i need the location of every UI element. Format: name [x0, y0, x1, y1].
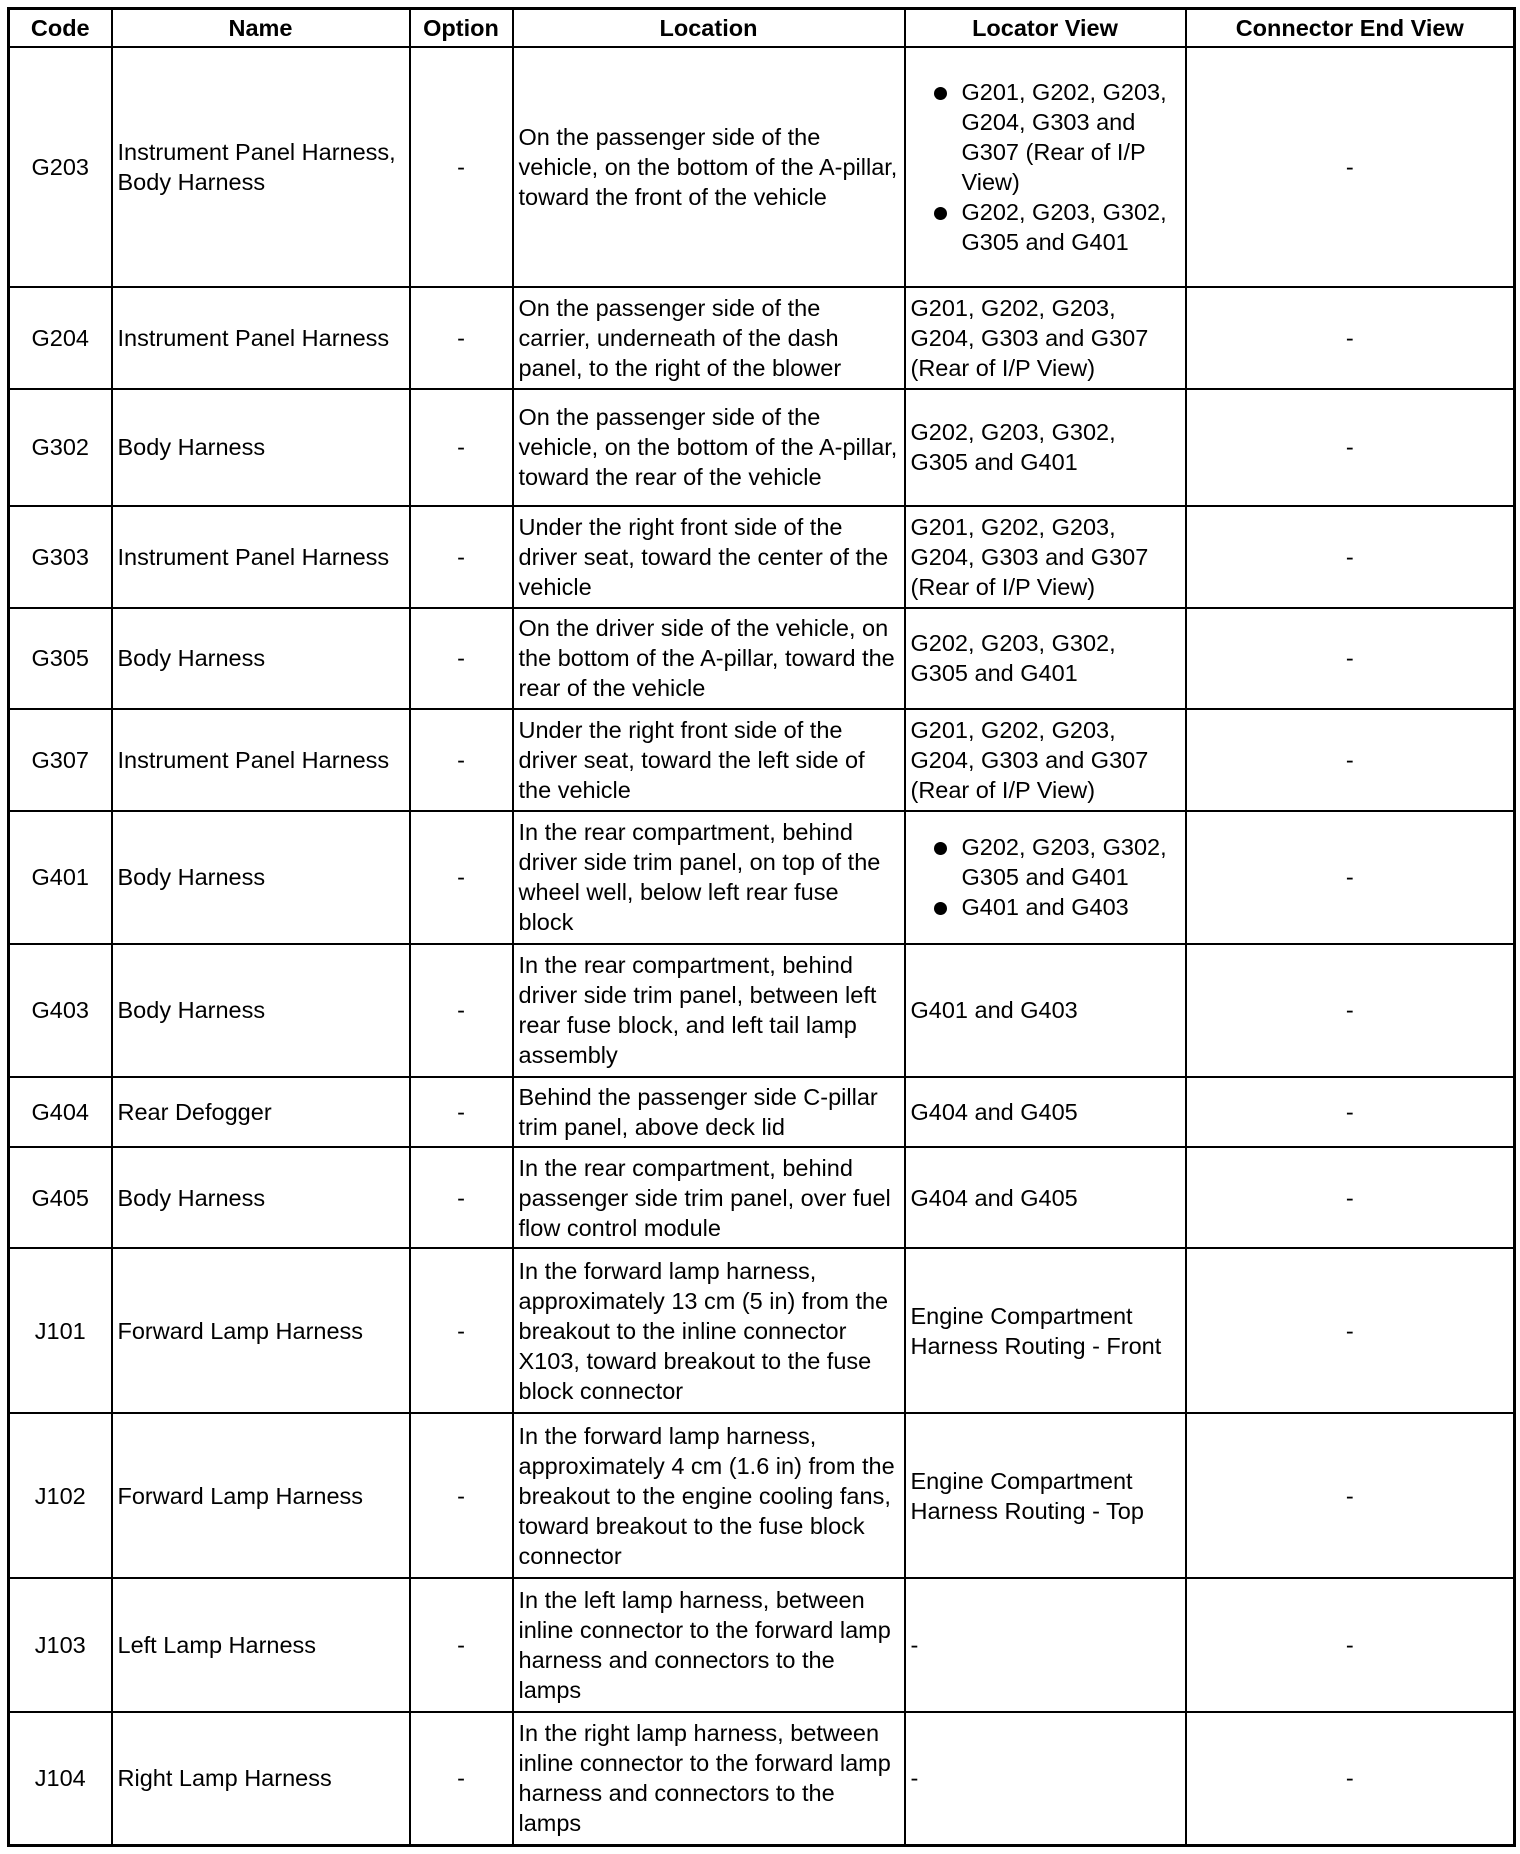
header-name: Name — [112, 9, 410, 48]
table-row — [9, 944, 1515, 1077]
code-cell: G401 — [9, 811, 112, 944]
connector-end-view-cell: - — [1186, 287, 1515, 389]
option-cell: - — [410, 1413, 513, 1578]
component-locator-table — [7, 7, 1516, 1847]
name-cell: Instrument Panel Harness — [112, 506, 410, 608]
name-cell: Forward Lamp Harness — [112, 1248, 410, 1413]
table-row — [9, 1413, 1515, 1578]
connector-end-view-cell: - — [1186, 1578, 1515, 1711]
header-location: Location — [513, 9, 905, 48]
option-cell: - — [410, 1248, 513, 1413]
locator-view-cell: G201, G202, G203, G204, G303 and G307 (Rear of I/P View) — [905, 709, 1186, 811]
locator-view-cell: G404 and G405 — [905, 1147, 1186, 1249]
code-cell: G302 — [9, 389, 112, 506]
name-cell: Rear Defogger — [112, 1077, 410, 1147]
locator-view-cell: G202, G203, G302, G305 and G401 — [905, 608, 1186, 710]
location-cell: In the forward lamp harness, approximately 13 cm (5 in) from the breakout to the inline connector X103, toward breakout to the fuse block connector — [513, 1248, 905, 1413]
table-row — [9, 1248, 1515, 1413]
location-cell: On the driver side of the vehicle, on the bottom of the A-pillar, toward the rear of the vehicle — [513, 608, 905, 710]
option-cell: - — [410, 389, 513, 506]
code-cell: J101 — [9, 1248, 112, 1413]
option-cell: - — [410, 709, 513, 811]
table-row — [9, 47, 1515, 287]
option-cell: - — [410, 1077, 513, 1147]
location-cell: Under the right front side of the driver seat, toward the center of the vehicle — [513, 506, 905, 608]
code-cell: G303 — [9, 506, 112, 608]
location-cell: In the rear compartment, behind passenger side trim panel, over fuel flow control module — [513, 1147, 905, 1249]
option-cell: - — [410, 944, 513, 1077]
code-cell: G404 — [9, 1077, 112, 1147]
name-cell: Right Lamp Harness — [112, 1712, 410, 1846]
locator-view-cell: G201, G202, G203, G204, G303 and G307 (Rear of I/P View) — [905, 287, 1186, 389]
option-cell: - — [410, 1578, 513, 1711]
connector-end-view-cell: - — [1186, 608, 1515, 710]
code-cell: G204 — [9, 287, 112, 389]
connector-end-view-cell: - — [1186, 389, 1515, 506]
location-cell: On the passenger side of the vehicle, on the bottom of the A-pillar, toward the front of the vehicle — [513, 47, 905, 287]
header-locator-view: Locator View — [905, 9, 1186, 48]
locator-view-list — [911, 832, 1180, 922]
header-code: Code — [9, 9, 112, 48]
location-cell: On the passenger side of the carrier, underneath of the dash panel, to the right of the blower — [513, 287, 905, 389]
option-cell: - — [410, 608, 513, 710]
option-cell: - — [410, 506, 513, 608]
name-cell: Body Harness — [112, 389, 410, 506]
name-cell: Body Harness — [112, 811, 410, 944]
locator-view-cell: Engine Compartment Harness Routing - Top — [905, 1413, 1186, 1578]
table-row — [9, 1077, 1515, 1147]
location-cell: In the rear compartment, behind driver side trim panel, on top of the wheel well, below left rear fuse block — [513, 811, 905, 944]
name-cell: Forward Lamp Harness — [112, 1413, 410, 1578]
location-cell: In the right lamp harness, between inline connector to the forward lamp harness and connectors to the lamps — [513, 1712, 905, 1846]
location-cell: In the forward lamp harness, approximately 4 cm (1.6 in) from the breakout to the engine cooling fans, toward breakout to the fuse block connector — [513, 1413, 905, 1578]
connector-end-view-cell: - — [1186, 1147, 1515, 1249]
location-cell: In the rear compartment, behind driver side trim panel, between left rear fuse block, and left tail lamp assembly — [513, 944, 905, 1077]
locator-view-list — [911, 77, 1180, 257]
header-option: Option — [410, 9, 513, 48]
name-cell: Body Harness — [112, 608, 410, 710]
name-cell: Body Harness — [112, 944, 410, 1077]
code-cell: G405 — [9, 1147, 112, 1249]
code-cell: G203 — [9, 47, 112, 287]
locator-view-list-item: G202, G203, G302, G305 and G401 — [911, 197, 1180, 257]
connector-end-view-cell: - — [1186, 506, 1515, 608]
connector-end-view-cell: - — [1186, 944, 1515, 1077]
locator-view-cell: - — [905, 1712, 1186, 1846]
connector-end-view-cell: - — [1186, 811, 1515, 944]
table-row — [9, 1147, 1515, 1249]
location-cell: On the passenger side of the vehicle, on the bottom of the A-pillar, toward the rear of the vehicle — [513, 389, 905, 506]
table-row — [9, 287, 1515, 389]
locator-view-cell — [905, 811, 1186, 944]
connector-end-view-cell: - — [1186, 1413, 1515, 1578]
table-body — [9, 47, 1515, 1846]
connector-end-view-cell: - — [1186, 47, 1515, 287]
locator-view-cell: Engine Compartment Harness Routing - Front — [905, 1248, 1186, 1413]
location-cell: Under the right front side of the driver seat, toward the left side of the vehicle — [513, 709, 905, 811]
code-cell: J102 — [9, 1413, 112, 1578]
locator-view-cell — [905, 47, 1186, 287]
name-cell: Left Lamp Harness — [112, 1578, 410, 1711]
table-row — [9, 811, 1515, 944]
header-connector-end-view: Connector End View — [1186, 9, 1515, 48]
name-cell: Instrument Panel Harness — [112, 709, 410, 811]
table-row — [9, 608, 1515, 710]
header-row — [9, 9, 1515, 48]
option-cell: - — [410, 811, 513, 944]
location-cell: In the left lamp harness, between inline connector to the forward lamp harness and connectors to the lamps — [513, 1578, 905, 1711]
connector-end-view-cell: - — [1186, 1712, 1515, 1846]
connector-end-view-cell: - — [1186, 1077, 1515, 1147]
locator-view-list-item: G201, G202, G203, G204, G303 and G307 (Rear of I/P View) — [911, 77, 1180, 197]
connector-end-view-cell: - — [1186, 709, 1515, 811]
locator-view-list-item: G202, G203, G302, G305 and G401 — [911, 832, 1180, 892]
code-cell: G403 — [9, 944, 112, 1077]
locator-view-cell: G401 and G403 — [905, 944, 1186, 1077]
option-cell: - — [410, 47, 513, 287]
locator-view-cell: G201, G202, G203, G204, G303 and G307 (Rear of I/P View) — [905, 506, 1186, 608]
location-cell: Behind the passenger side C-pillar trim panel, above deck lid — [513, 1077, 905, 1147]
locator-view-cell: - — [905, 1578, 1186, 1711]
code-cell: J103 — [9, 1578, 112, 1711]
table-row — [9, 1712, 1515, 1846]
name-cell: Instrument Panel Harness — [112, 287, 410, 389]
component-locator-sheet — [7, 7, 1513, 1847]
code-cell: G305 — [9, 608, 112, 710]
table-row — [9, 709, 1515, 811]
name-cell: Body Harness — [112, 1147, 410, 1249]
locator-view-cell: G202, G203, G302, G305 and G401 — [905, 389, 1186, 506]
option-cell: - — [410, 1712, 513, 1846]
name-cell: Instrument Panel Harness, Body Harness — [112, 47, 410, 287]
connector-end-view-cell: - — [1186, 1248, 1515, 1413]
code-cell: G307 — [9, 709, 112, 811]
code-cell: J104 — [9, 1712, 112, 1846]
table-row — [9, 1578, 1515, 1711]
locator-view-cell: G404 and G405 — [905, 1077, 1186, 1147]
locator-view-list-item: G401 and G403 — [911, 892, 1180, 922]
table-row — [9, 389, 1515, 506]
option-cell: - — [410, 1147, 513, 1249]
option-cell: - — [410, 287, 513, 389]
table-row — [9, 506, 1515, 608]
